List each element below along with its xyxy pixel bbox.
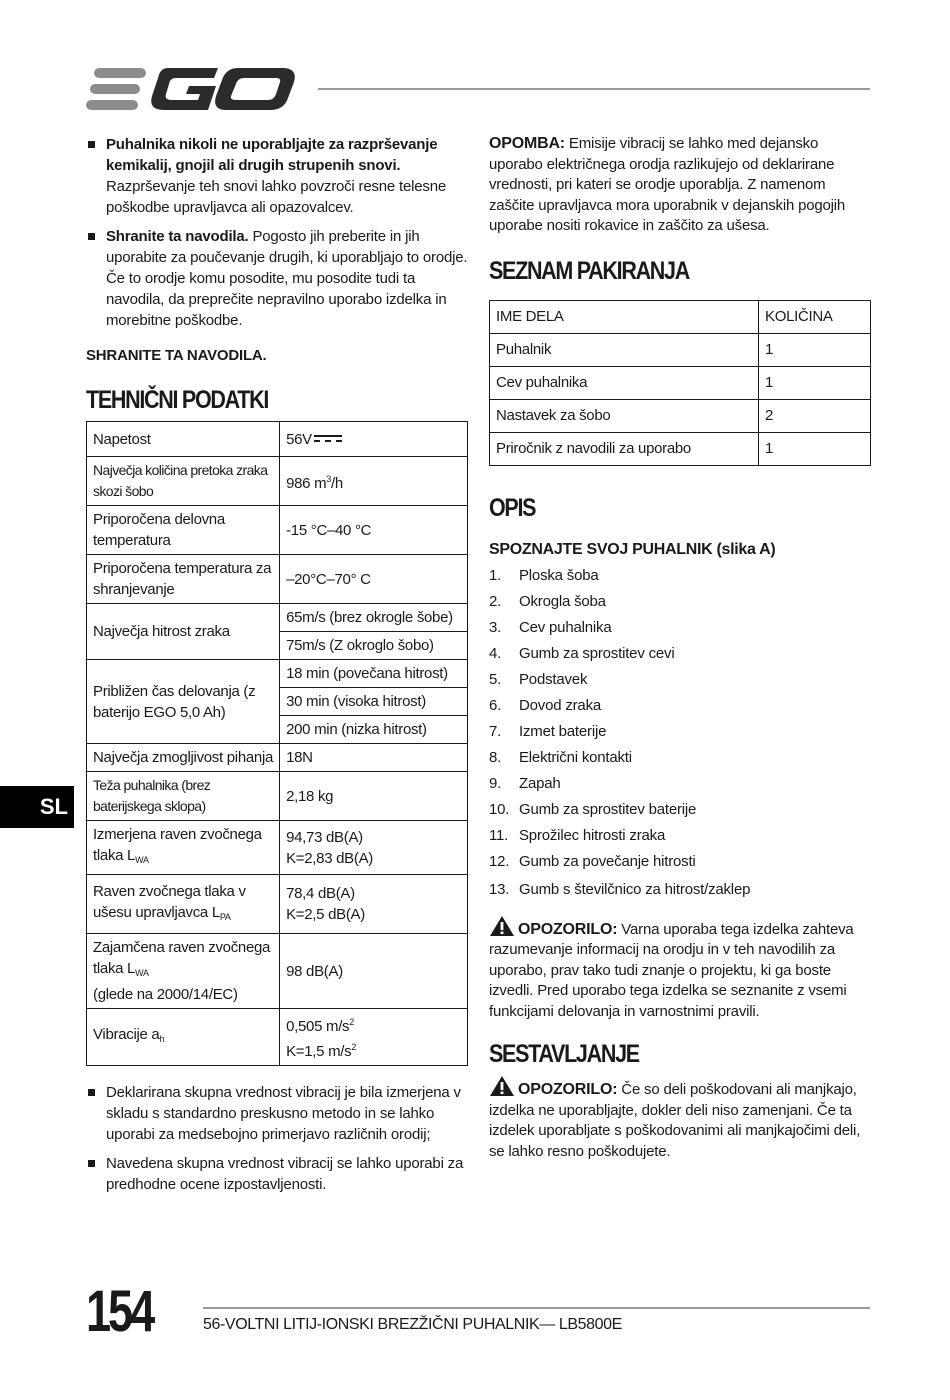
footer-rule xyxy=(203,1307,870,1309)
ego-logo xyxy=(86,64,298,114)
dc-symbol-icon xyxy=(314,434,342,444)
packing-list-heading: SEZNAM PAKIRANJA xyxy=(489,256,689,285)
header-rule xyxy=(318,88,870,90)
list-item: 1. Ploska šoba xyxy=(489,566,599,584)
tech-data-heading: TEHNIČNI PODATKI xyxy=(86,386,269,414)
list-item: 2. Okrogla šoba xyxy=(489,592,606,610)
page-number: 154 xyxy=(86,1279,153,1344)
table-row: 200 min (nizka hitrost) xyxy=(87,716,468,744)
list-item: 10. Gumb za sprostitev baterije xyxy=(489,800,697,818)
safety-bullet: Shranite ta navodila. Pogosto jih preberite in jih uporabite za poučevanje drugih, ki uporabljajo to orodje. Če to orodje komu posodite, mu posodite tudi ta navodila, da preprečite nepravilno uporabo izdelka in morebitne poškodbe. xyxy=(86,226,468,331)
tech-data-table xyxy=(86,421,468,1066)
description-heading: OPIS xyxy=(489,493,536,522)
table-row: Cev puhalnika 1 xyxy=(490,366,871,399)
list-item: 5. Podstavek xyxy=(489,670,588,688)
table-row: Napetost 56V xyxy=(87,422,468,457)
table-row: Največja zmogljivost pihanja 18N xyxy=(87,744,468,772)
list-item: 3. Cev puhalnika xyxy=(489,618,612,636)
vibration-note: Deklarirana skupna vrednost vibracij je bila izmerjena v skladu s standardno preskusno metodo in se lahko uporabi za medsebojno primerjavo različnih orodij; xyxy=(86,1082,468,1145)
packing-table xyxy=(489,300,871,466)
table-row: Raven zvočnega tlaka v ušesu upravljavca $L_{PA}$ 78,4 dB(A) K=2,5 dB(A) xyxy=(87,875,468,934)
bullet-square-icon xyxy=(88,233,95,240)
safety-bullet: Puhalnika nikoli ne uporabljajte za razprševanje kemikalij, gnojil ali drugih strupenih snovi. Razprševanje teh snovi lahko povzroči resne telesne poškodbe upravljavca ali opazovalcev. xyxy=(86,134,468,218)
warning-safe-use: OPOZORILO: Varna uporaba tega izdelka zahteva razumevanje informacij na orodju in v teh navodilih za uporabo, prav tako tudi znanje o projektu, ki ga boste izvedli. Pred uporabo tega izdelka se seznanite z vsemi funkcijami delovanja in varnostnimi pravili. xyxy=(489,915,871,1023)
know-your-blower-heading: SPOZNAJTE SVOJ PUHALNIK (slika A) xyxy=(489,540,776,558)
footer-title: 56-VOLTNI LITIJ-IONSKI BREZŽIČNI PUHALNIK— LB5800E xyxy=(203,1316,622,1333)
table-row: 75m/s (Z okroglo šobo) xyxy=(87,632,468,660)
table-row: Priročnik z navodili za uporabo 1 xyxy=(490,432,871,465)
table-header-row: IME DELA KOLIČINA xyxy=(490,300,871,333)
bullet-square-icon xyxy=(88,141,95,148)
list-item: 9. Zapah xyxy=(489,774,561,792)
table-row: Puhalnik 1 xyxy=(490,333,871,366)
warning-triangle-icon xyxy=(489,915,515,937)
vibration-remark: OPOMBA: Emisije vibracij se lahko med dejansko uporabo električnega orodja razlikujejo od deklarirane vrednosti, pri kateri se orodje uporablja. Z namenom zaščite upravljavca mora uporabnik v dejanskih pogojih uporabe nositi rokavice in zaščito za ušesa. xyxy=(489,135,846,234)
list-item: 6. Dovod zraka xyxy=(489,696,602,714)
table-row: Največja hitrost zraka 65m/s (brez okrogle šobe) xyxy=(87,604,468,632)
table-row: Največja količina pretoka zraka skozi šobo 986 $m^3/h$ xyxy=(87,457,468,506)
list-item: 12. Gumb za povečanje hitrosti xyxy=(489,852,696,870)
table-row: Priporočena temperatura za shranjevanje –20°C–70° C xyxy=(87,555,468,604)
left-column xyxy=(86,134,468,1203)
list-item: 13. Gumb s številčnico za hitrost/zaklep xyxy=(489,880,751,898)
warning-triangle-icon xyxy=(489,1075,515,1097)
table-row: Nastavek za šobo 2 xyxy=(490,399,871,432)
list-item: 7. Izmet baterije xyxy=(489,722,607,740)
table-row: Zajamčena raven zvočnega tlaka $L_{WA}$ (glede na 2000/14/EC) 98 dB(A) xyxy=(87,934,468,1009)
table-row: 30 min (visoka hitrost) xyxy=(87,688,468,716)
vibration-note: Navedena skupna vrednost vibracij se lahko uporabi za predhodne ocene izpostavljenosti. xyxy=(86,1153,468,1195)
list-item: 11. Sprožilec hitrosti zraka xyxy=(489,826,666,844)
keep-instructions: SHRANITE TA NAVODILA. xyxy=(86,347,267,364)
parts-list xyxy=(489,563,871,903)
right-column xyxy=(489,134,871,1162)
warning-damaged-parts: OPOZORILO: Če so deli poškodovani ali manjkajo, izdelka ne uporabljajte, dokler deli niso zamenjani. Če ta izdelek uporabljate s poškodovanimi ali manjkajočimi deli, se lahko resno poškodujete. xyxy=(489,1075,871,1162)
list-item: 8. Električni kontakti xyxy=(489,748,632,766)
table-row: Izmerjena raven zvočnega tlaka $L_{WA}$ 94,73 dB(A) K=2,83 dB(A) xyxy=(87,821,468,875)
table-row: Približen čas delovanja (z baterijo EGO 5,0 Ah) 18 min (povečana hitrost) xyxy=(87,660,468,688)
bullet-square-icon xyxy=(88,1089,95,1096)
table-row: Vibracije $a_h$ 0,505 $m/s^2$ K=1,5 $m/s^2$ xyxy=(87,1009,468,1066)
list-item: 4. Gumb za sprostitev cevi xyxy=(489,644,675,662)
table-row: Teža puhalnika (brez baterijskega sklopa) 2,18 kg xyxy=(87,772,468,821)
bullet-square-icon xyxy=(88,1160,95,1167)
language-tab: SL xyxy=(0,786,74,828)
assembly-heading: SESTAVLJANJE xyxy=(489,1040,639,1068)
table-row: Priporočena delovna temperatura -15 °C–40 °C xyxy=(87,506,468,555)
